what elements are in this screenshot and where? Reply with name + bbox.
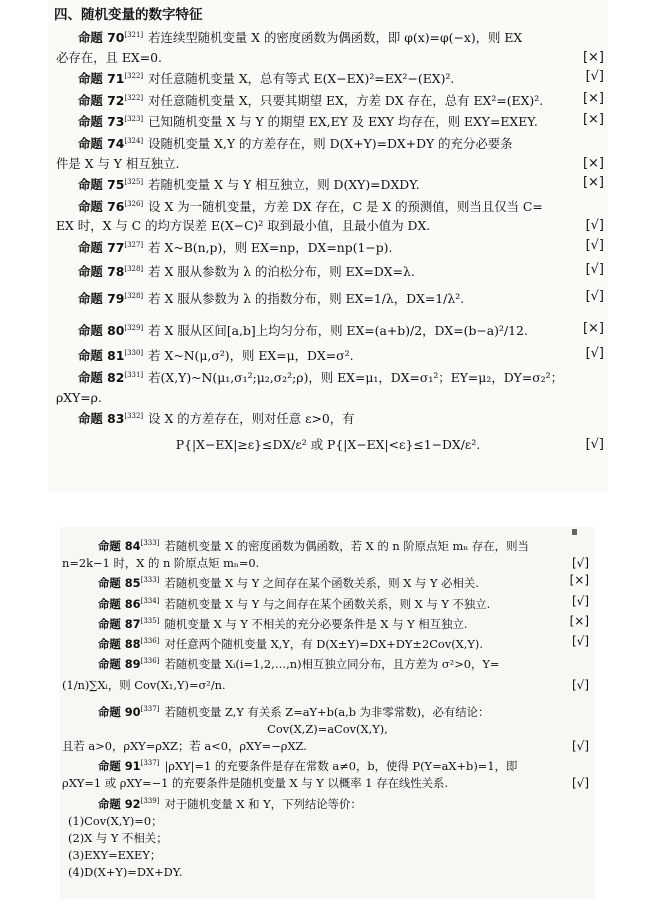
proposition-83-formula: P{|X−EX|≥ε}≤DX/ε² 或 P{|X−EX|<ε}≤1−DX/ε². [√] (48, 435, 608, 455)
verdict-mark: [√] (585, 436, 604, 452)
verdict-mark: [×] (582, 155, 604, 171)
proposition-84-cont: n=2k−1 时，X 的 n 阶原点矩 mₙ=0. [√] (60, 555, 595, 572)
proposition-79: 命题 79[328] 若 X 服从参数为 λ 的指数分布，则 EX=1/λ，DX=1/λ². [√] (78, 289, 604, 307)
verdict-mark: [×] (582, 90, 604, 106)
verdict-mark: [×] (582, 175, 604, 191)
proposition-78: 命题 78[328] 若 X 服从参数为 λ 的泊松分布，则 EX=DX=λ. [√] (78, 261, 604, 279)
verdict-mark: [√] (571, 634, 589, 649)
proposition-81: 命题 81[330] 若 X~N(μ,σ²)，则 EX=μ，DX=σ². [√] (78, 346, 604, 364)
upper-page-scan (48, 0, 608, 492)
verdict-mark: [×] (582, 320, 604, 336)
proposition-71: 命题 71[322] 对任意随机变量 X，总有等式 E(X−EX)²=EX²−(EX)². [√] (78, 69, 604, 87)
proposition-85: 命题 85[333] 若随机变量 X 与 Y 之间存在某个函数关系，则 X 与 Y 必相关. [×] (98, 573, 589, 591)
verdict-mark: [√] (585, 237, 604, 253)
proposition-73: 命题 73[323] 已知随机变量 X 与 Y 的期望 EX,EY 及 EXY 均存在，则 EXY=EXEY. [×] (78, 112, 604, 130)
proposition-74: 命题 74[324] 设随机变量 X,Y 的方差存在，则 D(X+Y)=DX+DY 的充分必要条 (78, 135, 513, 151)
proposition-70-cont: 必存在，且 EX=0. [×] (48, 48, 608, 68)
lower-page-scan (60, 527, 595, 899)
list-item: (1)Cov(X,Y)=0； (68, 813, 163, 828)
proposition-83: 命题 83[332] 设 X 的方差存在，则对任意 ε>0，有 (78, 411, 355, 427)
proposition-76: 命题 76[326] 设 X 为一随机变量，方差 DX 存在，C 是 X 的预测值，则当且仅当 C= (78, 198, 543, 214)
proposition-84: 命题 84[333] 若随机变量 X 的密度函数为偶函数，若 X 的 n 阶原点矩 mₙ 存在，则当 (98, 539, 529, 553)
verdict-mark: [√] (585, 218, 604, 234)
proposition-88: 命题 88[336] 对任意两个随机变量 X,Y，有 D(X±Y)=DX+DY±2Cov(X,Y). [√] (98, 634, 589, 652)
proposition-70: 命题 70[321] 若连续型随机变量 X 的密度函数为偶函数，即 φ(x)=φ(−x)，则 EX (78, 30, 523, 45)
list-item: (2)X 与 Y 不相关； (68, 831, 168, 846)
proposition-76-cont: EX 时，X 与 C 的均方误差 E(X−C)² 取到最小值，且最小值为 DX. [√] (48, 216, 608, 236)
list-item: (4)D(X+Y)=DX+DY. (68, 865, 183, 880)
verdict-mark: [√] (571, 556, 589, 571)
proposition-82: 命题 82[331] 若(X,Y)~N(μ₁,σ₁²;μ₂,σ₂²;ρ)，则 EX=μ₁，DX=σ₁²；EY=μ₂，DY=σ₂²； (78, 369, 563, 385)
verdict-mark: [×] (582, 112, 604, 128)
proposition-75: 命题 75[325] 若随机变量 X 与 Y 相互独立，则 D(XY)=DXDY. [×] (78, 175, 604, 193)
proposition-77: 命题 77[327] 若 X~B(n,p)，则 EX=np，DX=np(1−p). [√] (78, 237, 604, 255)
proposition-90-cont: 且若 a>0，ρXY=ρXZ；若 a<0，ρXY=−ρXZ. [√] (60, 738, 595, 755)
proposition-89-cont: (1/n)∑Xᵢ，则 Cov(X₁,Y)=σ²/n. [√] (60, 677, 595, 694)
proposition-92: 命题 92[339] 对于随机变量 X 和 Y，下列结论等价： (98, 796, 362, 811)
verdict-mark: [×] (569, 573, 589, 588)
list-item: (3)EXY=EXEY； (68, 848, 162, 863)
verdict-mark: [√] (571, 739, 589, 754)
proposition-91-cont: ρXY=1 或 ρXY=−1 的充要条件是随机变量 X 与 Y 以概率 1 存在线性关系. [√] (60, 775, 595, 792)
proposition-72: 命题 72[322] 对任意随机变量 X，只要其期望 EX，方差 DX 存在，总有 EX²=(EX)². [×] (78, 90, 604, 108)
verdict-mark: [√] (585, 69, 604, 85)
verdict-mark: [√] (585, 289, 604, 305)
verdict-mark: [×] (582, 49, 604, 65)
verdict-mark: [√] (585, 346, 604, 362)
verdict-mark: [√] (571, 593, 589, 608)
verdict-mark: [√] (571, 678, 589, 693)
proposition-86: 命题 86[334] 若随机变量 X 与 Y 与之间存在某个函数关系，则 X 与 Y 不独立. [√] (98, 593, 589, 611)
section-title: 四、随机变量的数字特征 (54, 7, 203, 23)
verdict-mark: [×] (569, 613, 589, 628)
verdict-mark: [√] (571, 776, 589, 791)
proposition-87: 命题 87[335] 随机变量 X 与 Y 不相关的充分必要条件是 X 与 Y 相互独立. [×] (98, 613, 589, 631)
proposition-82-cont: ρXY=ρ. (56, 389, 102, 405)
proposition-74-cont: 件是 X 与 Y 相互独立. [×] (48, 154, 608, 174)
proposition-90-formula: Cov(X,Z)=aCov(X,Y), (267, 721, 388, 736)
proposition-80: 命题 80[329] 若 X 服从区间[a,b]上均匀分布，则 EX=(a+b)/2，DX=(b−a)²/12. [×] (78, 320, 604, 338)
proposition-91: 命题 91[337] |ρXY|=1 的充要条件是存在常数 a≠0，b，使得 P(Y=aX+b)=1，即 (98, 759, 518, 774)
proposition-89: 命题 89[336] 若随机变量 Xᵢ(i=1,2,…,n)相互独立同分布，且方差为 σ²>0，Y= (98, 657, 500, 672)
proposition-90: 命题 90[337] 若随机变量 Z,Y 有关系 Z=aY+b(a,b 为非零常数)，必有结论： (98, 704, 490, 719)
verdict-mark: [√] (585, 261, 604, 277)
